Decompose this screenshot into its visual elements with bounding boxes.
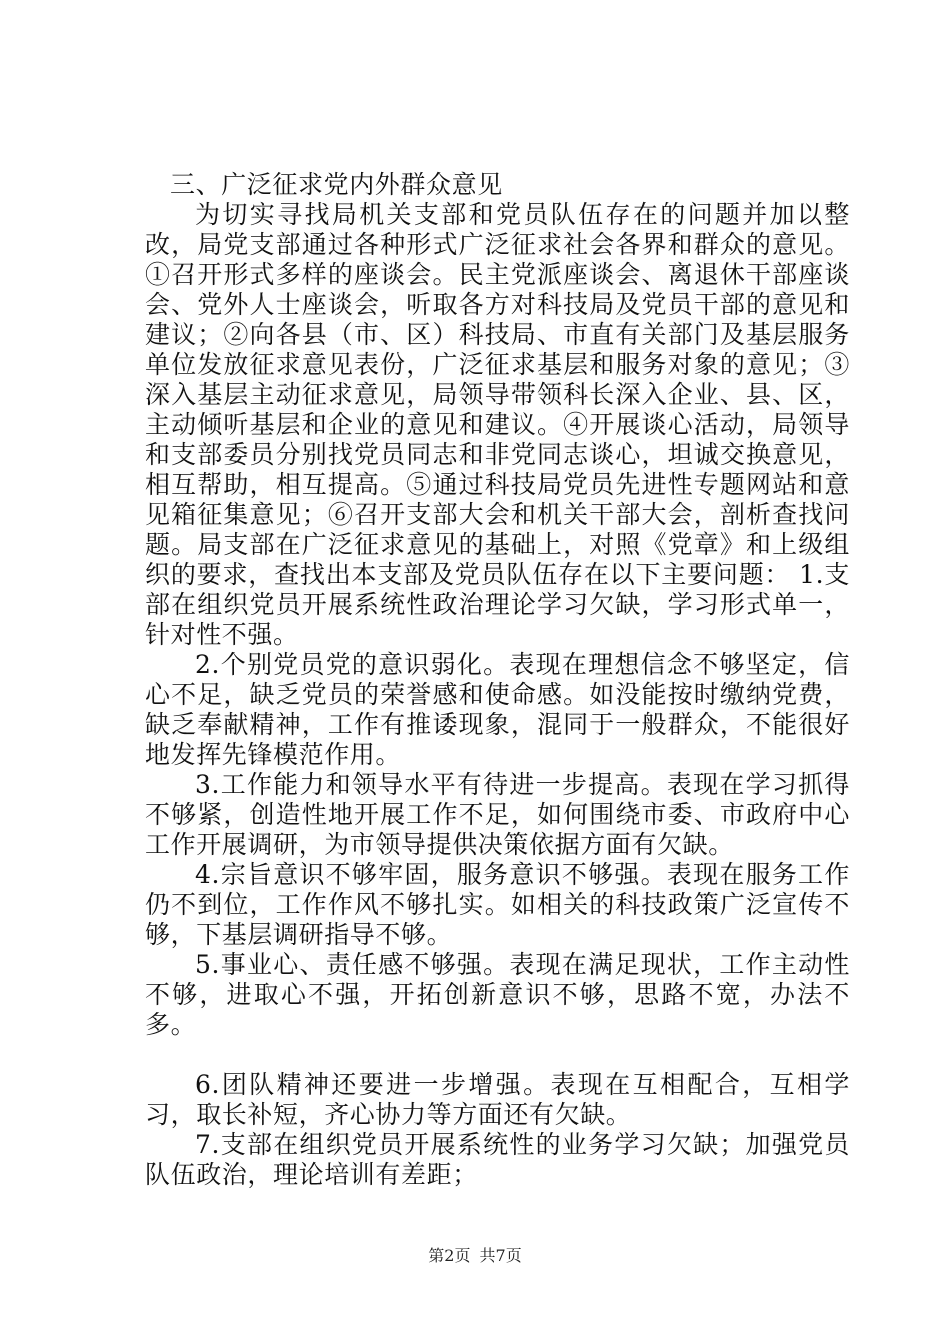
paragraph-2: 2.个别党员党的意识弱化。表现在理想信念不够坚定，信心不足，缺乏党员的荣誉感和使命感。如没能按时缴纳党费，缺乏奉献精神，工作有推诿现象，混同于一般群众，不能很好地发挥先锋模范作用。 <box>145 650 850 769</box>
paragraph-1: 为切实寻找局机关支部和党员队伍存在的问题并加以整改，局党支部通过各种形式广泛征求社会各界和群众的意见。①召开形式多样的座谈会。民主党派座谈会、离退休干部座谈会、党外人士座谈会，听取各方对科技局及党员干部的意见和建议；②向各县（市、区）科技局、市直有关部门及基层服务单位发放征求意见表份，广泛征求基层和服务对象的意见；③深入基层主动征求意见，局领导带领科长深入企业、县、区，主动倾听基层和企业的意见和建议。④开展谈心活动，局领导和支部委员分别找党员同志和非党同志谈心，坦诚交换意见，相互帮助，相互提高。⑤通过科技局党员先进性专题网站和意见箱征集意见；⑥召开支部大会和机关干部大会，剖析查找问题。局支部在广泛征求意见的基础上，对照《党章》和上级组织的要求，查找出本支部及党员队伍存在以下主要问题： 1.支部在组织党员开展系统性政治理论学习欠缺，学习形式单一，针对性不强。 <box>145 200 850 649</box>
paragraph-5: 5.事业心、责任感不够强。表现在满足现状，工作主动性不够，进取心不强，开拓创新意识不够，思路不宽，办法不多。 <box>145 950 850 1039</box>
paragraph-7: 7.支部在组织党员开展系统性的业务学习欠缺；加强党员队伍政治，理论培训有差距； <box>145 1130 850 1189</box>
paragraph-4: 4.宗旨意识不够牢固，服务意识不够强。表现在服务工作仍不到位，工作作风不够扎实。如相关的科技政策广泛宣传不够，下基层调研指导不够。 <box>145 860 850 949</box>
section-heading: 三、广泛征求党内外群众意见 <box>170 170 503 199</box>
document-body <box>145 170 850 1190</box>
page-number: 第2页 <box>428 1246 471 1265</box>
page-total: 共7页 <box>479 1246 522 1265</box>
paragraph-3: 3.工作能力和领导水平有待进一步提高。表现在学习抓得不够紧，创造性地开展工作不足，如何围绕市委、市政府中心工作开展调研，为市领导提供决策依据方面有欠缺。 <box>145 770 850 859</box>
page-footer <box>0 1246 950 1266</box>
paragraph-6: 6.团队精神还要进一步增强。表现在互相配合，互相学习，取长补短，齐心协力等方面还有欠缺。 <box>145 1070 850 1129</box>
